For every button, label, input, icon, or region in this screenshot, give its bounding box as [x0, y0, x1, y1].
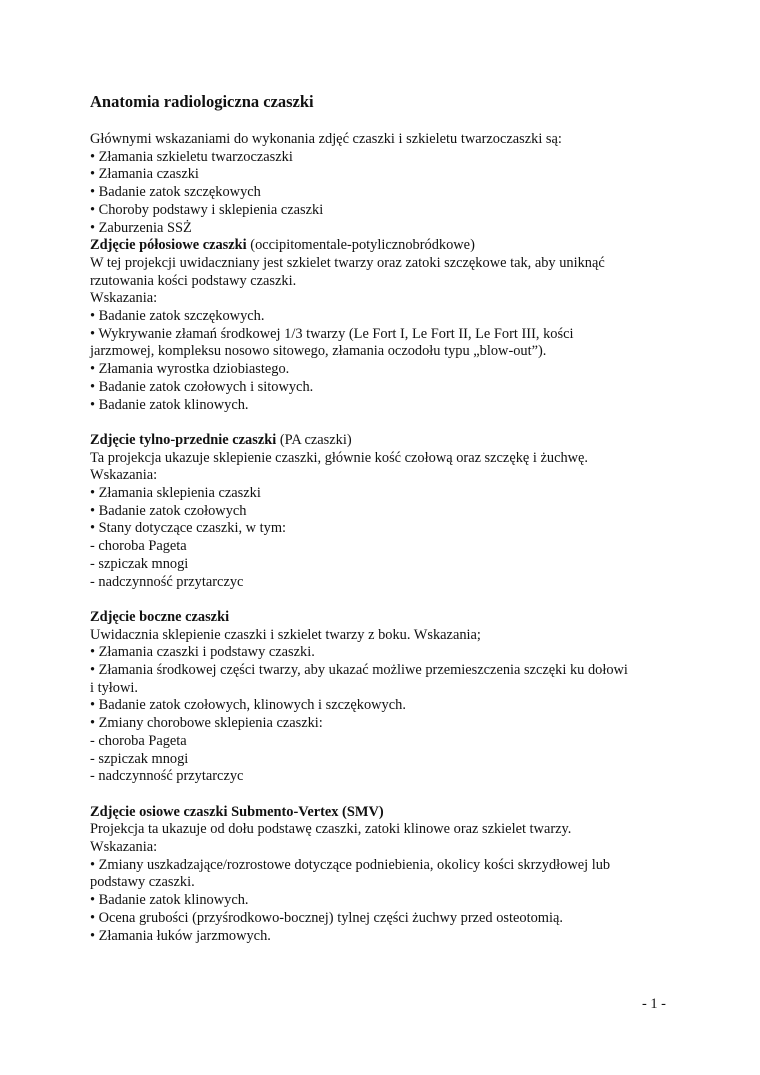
list-item: • Zmiany uszkadzające/rozrostowe dotyczące podniebienia, okolicy kości skrzydłowej lub — [90, 856, 611, 873]
list-item: - choroba Pageta — [90, 538, 187, 555]
list-item: • Złamania czaszki i podstawy czaszki. — [90, 644, 315, 661]
section-heading — [90, 804, 680, 822]
list-item: • Złamania czaszki — [90, 166, 199, 183]
list-item: podstawy czaszki. — [90, 874, 195, 891]
section-heading — [90, 237, 680, 255]
spacer — [90, 786, 680, 804]
section-heading-rest: (occipitomentale-potylicznobródkowe) — [246, 237, 475, 254]
indications-label: Wskazania: — [90, 839, 158, 856]
list-item: - choroba Pageta — [90, 732, 187, 749]
spacer — [90, 591, 680, 609]
section-desc: Ta projekcja ukazuje sklepienie czaszki, głównie kość czołową oraz szczękę i żuchwę. — [90, 449, 589, 466]
section-desc: W tej projekcji uwidaczniany jest szkielet twarzy oraz zatoki szczękowe tak, aby uniknąć — [90, 254, 605, 271]
document-page — [90, 92, 680, 945]
list-item: • Wykrywanie złamań środkowej 1/3 twarzy (Le Fort I, Le Fort II, Le Fort III, kości — [90, 325, 574, 342]
list-item: • Choroby podstawy i sklepienia czaszki — [90, 201, 324, 218]
section-heading-bold: Zdjęcie osiowe czaszki Submento-Vertex (SMV) — [90, 803, 384, 820]
list-item: - nadczynność przytarczyc — [90, 573, 244, 590]
list-item: • Badanie zatok klinowych. — [90, 892, 249, 909]
list-item: - nadczynność przytarczyc — [90, 768, 244, 785]
list-item: • Badanie zatok czołowych, klinowych i szczękowych. — [90, 697, 406, 714]
section-desc: Projekcja ta ukazuje od dołu podstawę czaszki, zatoki klinowe oraz szkielet twarzy. — [90, 821, 572, 838]
list-item: • Stany dotyczące czaszki, w tym: — [90, 520, 287, 537]
section-heading — [90, 432, 680, 450]
section-heading-bold: Zdjęcie tylno-przednie czaszki — [90, 431, 277, 448]
list-item: • Badanie zatok szczękowych. — [90, 308, 265, 325]
list-item: • Badanie zatok szczękowych — [90, 184, 261, 201]
indications-label: Wskazania: — [90, 290, 158, 307]
list-item: jarzmowej, kompleksu nosowo sitowego, złamania oczodołu typu „blow-out”). — [90, 343, 547, 360]
page-title: Anatomia radiologiczna czaszki — [90, 92, 314, 111]
indications-label: Wskazania: — [90, 467, 158, 484]
list-item: • Złamania środkowej części twarzy, aby ukazać możliwe przemieszczenia szczęki ku dołowi — [90, 662, 628, 679]
list-item: • Ocena grubości (przyśrodkowo-bocznej) tylnej części żuchwy przed osteotomią. — [90, 909, 563, 926]
list-item: • Zaburzenia SSŻ — [90, 219, 192, 236]
list-item: • Złamania wyrostka dziobiastego. — [90, 361, 290, 378]
list-item: - szpiczak mnogi — [90, 555, 189, 572]
section-heading-bold: Zdjęcie boczne czaszki — [90, 608, 230, 625]
section-desc: Uwidacznia sklepienie czaszki i szkielet twarzy z boku. Wskazania; — [90, 626, 481, 643]
section-heading — [90, 609, 680, 627]
list-item: • Badanie zatok klinowych. — [90, 396, 249, 413]
list-item: • Zmiany chorobowe sklepienia czaszki: — [90, 715, 323, 732]
spacer — [90, 414, 680, 432]
list-item: • Złamania łuków jarzmowych. — [90, 927, 271, 944]
list-item: • Badanie zatok czołowych — [90, 502, 247, 519]
list-item: • Złamania sklepienia czaszki — [90, 485, 261, 502]
section-heading-rest: (PA czaszki) — [276, 431, 352, 448]
list-item: i tyłowi. — [90, 679, 138, 696]
list-item: - szpiczak mnogi — [90, 750, 189, 767]
page-number: - 1 - — [642, 996, 666, 1012]
section-heading-bold: Zdjęcie półosiowe czaszki — [90, 237, 247, 254]
list-item: • Badanie zatok czołowych i sitowych. — [90, 378, 314, 395]
list-item: • Złamania szkieletu twarzoczaszki — [90, 148, 293, 165]
intro-lead: Głównymi wskazaniami do wykonania zdjęć czaszki i szkieletu twarzoczaszki są: — [90, 131, 562, 147]
section-desc: rzutowania kości podstawy czaszki. — [90, 272, 297, 289]
